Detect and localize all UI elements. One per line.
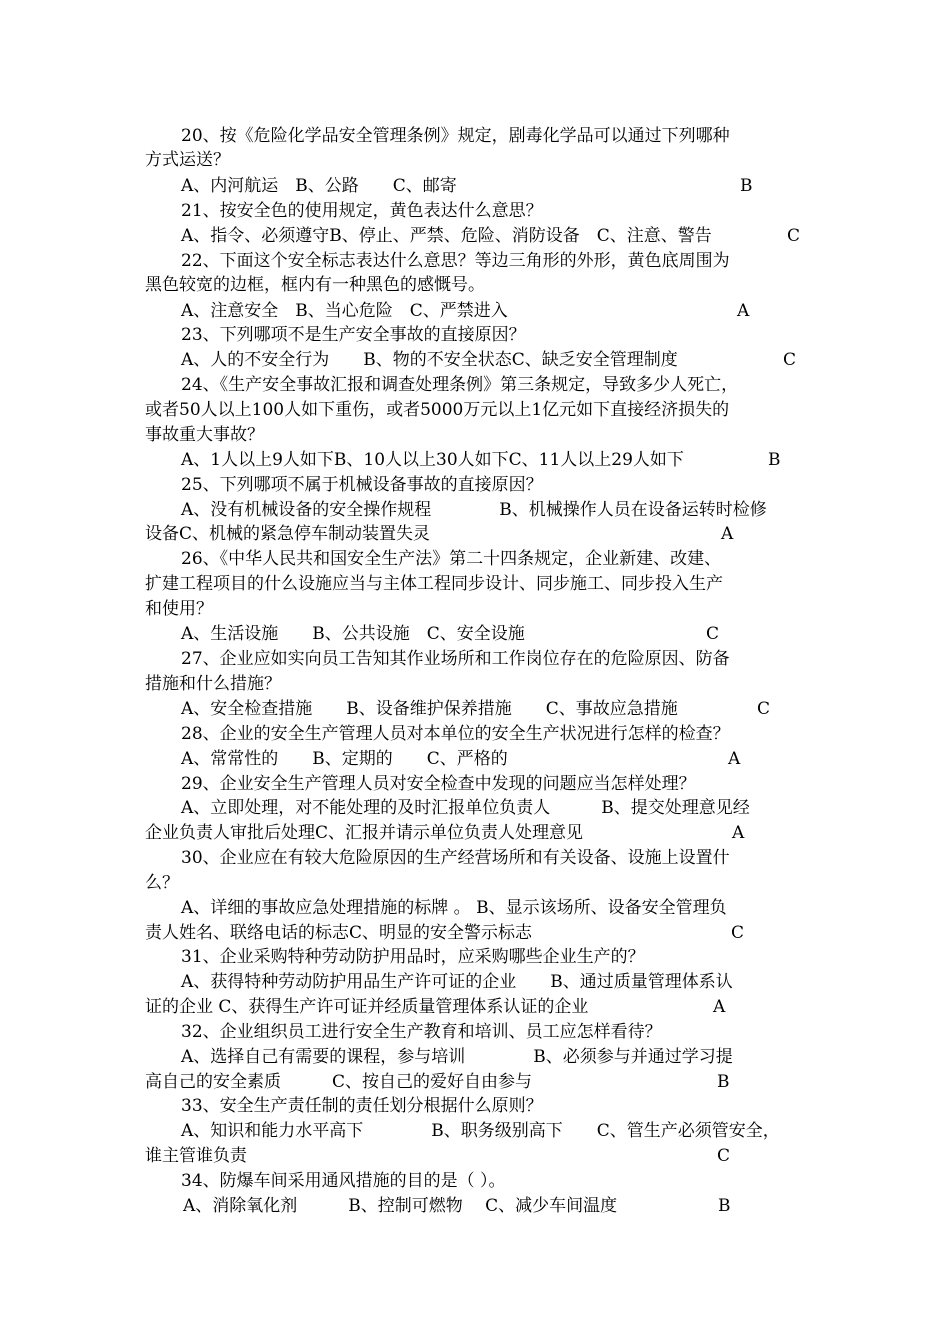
answer-key: C: [731, 923, 745, 943]
text-line: 企业负责人审批后处理C、汇报并请示单位负责人处理意见: [145, 823, 584, 843]
text-line: 措施和什么措施？: [145, 674, 281, 694]
text-line: A、人的不安全行为 B、物的不安全状态C、缺乏安全管理制度: [181, 350, 678, 370]
answer-key: C: [787, 226, 801, 246]
text-line: A、生活设施 B、公共设施 C、安全设施: [181, 624, 525, 644]
text-line: 29、企业安全生产管理人员对安全检查中发现的问题应当怎样处理？: [181, 774, 696, 794]
answer-key: B: [740, 176, 753, 196]
text-line: 26、《中华人民共和国安全生产法》第二十四条规定，企业新建、改建、: [181, 549, 722, 569]
text-line: A、立即处理，对不能处理的及时汇报单位负责人 B、提交处理意见经: [181, 798, 750, 818]
text-line: A、详细的事故应急处理措施的标牌 。 B、显示该场所、设备安全管理负: [181, 898, 727, 918]
text-line: 证的企业 C、获得生产许可证并经质量管理体系认证的企业: [145, 997, 589, 1017]
answer-key: A: [713, 997, 726, 1017]
text-line: 30、企业应在有较大危险原因的生产经营场所和有关设备、设施上设置什: [181, 848, 730, 868]
text-line: 事故重大事故？: [145, 425, 264, 445]
text-line: 方式运送？: [145, 150, 230, 170]
text-line: A、注意安全 B、当心危险 C、严禁进入: [181, 301, 508, 321]
answer-key: C: [706, 624, 720, 644]
text-line: 谁主管谁负责: [145, 1146, 247, 1166]
text-line: 33、安全生产责任制的责任划分根据什么原则？: [181, 1096, 543, 1116]
text-line: 扩建工程项目的什么设施应当与主体工程同步设计、同步施工、同步投入生产: [145, 574, 723, 594]
answer-key: B: [717, 1072, 730, 1092]
text-line: 和使用？: [145, 599, 213, 619]
text-line: 责人姓名、联络电话的标志C、明显的安全警示标志: [145, 923, 533, 943]
text-line: 31、企业采购特种劳动防护用品时，应采购哪些企业生产的？: [181, 947, 645, 967]
answer-key: C: [783, 350, 797, 370]
text-line: A、选择自己有需要的课程，参与培训 B、必须参与并通过学习提: [181, 1047, 733, 1067]
text-line: 24、《生产安全事故汇报和调查处理条例》第三条规定，导致多少人死亡，: [181, 375, 739, 395]
text-line: 25、下列哪项不属于机械设备事故的直接原因？: [181, 475, 543, 495]
text-line: 21、按安全色的使用规定，黄色表达什么意思？: [181, 201, 543, 221]
text-line: A、知识和能力水平高下 B、职务级别高下 C、管生产必须管安全，: [181, 1121, 780, 1141]
text-line: A、指令、必须遵守B、停止、严禁、危险、消防设备 C、注意、警告: [181, 226, 712, 246]
text-line: 22、下面这个安全标志表达什么意思？等边三角形的外形，黄色底周围为: [181, 251, 730, 271]
text-line: A、没有机械设备的安全操作规程 B、机械操作人员在设备运转时检修: [181, 500, 767, 520]
answer-key: C: [757, 699, 771, 719]
answer-key: B: [718, 1196, 731, 1216]
text-line: 32、企业组织员工进行安全生产教育和培训、员工应怎样看待？: [181, 1022, 662, 1042]
text-line: 34、防爆车间采用通风措施的目的是（ ）。: [181, 1171, 506, 1191]
answer-key: B: [768, 450, 781, 470]
text-line: 高自己的安全素质 C、按自己的爱好自由参与: [145, 1072, 533, 1092]
text-line: 设备C、机械的紧急停车制动装置失灵: [145, 524, 431, 544]
text-line: A、安全检查措施 B、设备维护保养措施 C、事故应急措施: [181, 699, 678, 719]
text-line: 27、企业应如实向员工告知其作业场所和工作岗位存在的危险原因、防备: [181, 649, 730, 669]
text-line: A、内河航运 B、公路 C、邮寄: [181, 176, 457, 196]
answer-key: A: [737, 301, 750, 321]
text-line: A、1人以上9人如下B、10人以上30人如下C、11人以上29人如下: [181, 450, 684, 470]
text-line: A、获得特种劳动防护用品生产许可证的企业 B、通过质量管理体系认: [181, 972, 733, 992]
answer-key: A: [728, 749, 741, 769]
answer-key: A: [721, 524, 734, 544]
text-line: 23、下列哪项不是生产安全事故的直接原因？: [181, 325, 526, 345]
text-line: A、常常性的 B、定期的 C、严格的: [181, 749, 508, 769]
text-line: 28、企业的安全生产管理人员对本单位的安全生产状况进行怎样的检查？: [181, 724, 730, 744]
text-line: A、消除氧化剂 B、控制可燃物 C、减少车间温度: [183, 1196, 618, 1216]
answer-key: A: [732, 823, 745, 843]
text-line: 或者50人以上100人如下重伤，或者5000万元以上1亿元如下直接经济损失的: [145, 400, 730, 420]
text-line: 么？: [145, 873, 179, 893]
answer-key: C: [717, 1146, 731, 1166]
text-line: 20、按《危险化学品安全管理条例》规定，剧毒化学品可以通过下列哪种: [181, 126, 730, 146]
text-line: 黑色较宽的边框，框内有一种黑色的感慨号。: [145, 275, 485, 295]
